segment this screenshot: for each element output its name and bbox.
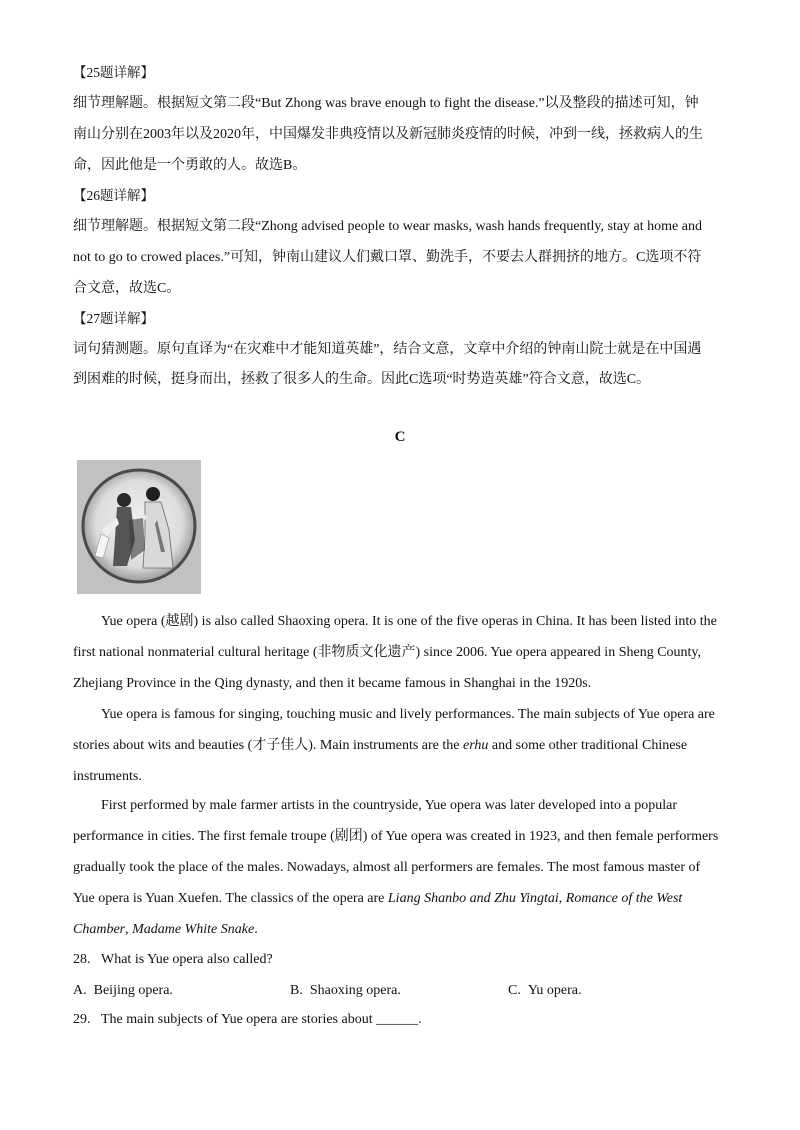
q26-line-3: 合文意，故选C。 bbox=[73, 281, 181, 296]
q29-number: 29. bbox=[73, 1012, 91, 1027]
classic-title-1: Liang Shanbo and Zhu Yingtai bbox=[387, 891, 559, 906]
q27-line-1: 词句猜测题。原句直译为“在灾难中才能知道英雄”，结合文意，文章中介绍的钟南山院士就是在中国遇 bbox=[73, 342, 702, 357]
passage-p3-line-4 bbox=[73, 889, 733, 909]
passage-p3-line-4-sep: , bbox=[558, 891, 566, 906]
q25-line-1: 细节理解题。根据短文第二段“But Zhong was brave enough to fight the disease.”以及整段的描述可知，钟 bbox=[73, 96, 699, 111]
classic-title-2b: Chamber bbox=[73, 922, 126, 937]
q28-option-a-letter: A. bbox=[73, 983, 87, 998]
q28-option-a-text: Beijing opera. bbox=[93, 983, 173, 998]
passage-p3-line-5 bbox=[73, 920, 733, 940]
passage-p3-line-4-a: Yue opera is Yuan Xuefen. The classics of the opera are bbox=[73, 891, 388, 906]
q25-header: 【25题详解】 bbox=[73, 65, 154, 80]
q25-line-2: 南山分别在2003年以及2020年，中国爆发非典疫情以及新冠肺炎疫情的时候，冲到一线，拯救病人的生 bbox=[73, 127, 703, 142]
passage-p3-line-3: gradually took the place of the males. Nowadays, almost all performers are females. The most famous master of bbox=[73, 860, 701, 875]
passage-p3-line-5-end: . bbox=[254, 922, 258, 937]
classic-title-3: Madame White Snake bbox=[132, 922, 255, 937]
q28-option-b-letter: B. bbox=[290, 983, 303, 998]
q28-option-c-letter: C. bbox=[508, 983, 521, 998]
passage-p1-line-2: first national nonmaterial cultural heritage (非物质文化遗产) since 2006. Yue opera appeared in Sheng County, bbox=[73, 645, 702, 660]
erhu-term: erhu bbox=[462, 738, 489, 753]
yue-opera-photo bbox=[77, 460, 201, 594]
q28-option-a[interactable] bbox=[73, 981, 173, 1001]
classic-title-2a: Romance of the West bbox=[565, 891, 683, 906]
q28-number: 28. bbox=[73, 952, 91, 967]
q28-option-c[interactable] bbox=[508, 981, 582, 1001]
passage-p1-line-1: Yue opera (越剧) is also called Shaoxing opera. It is one of the five operas in China. It has been listed into the bbox=[101, 614, 717, 629]
q29-question bbox=[73, 1010, 733, 1030]
q28-option-c-text: Yu opera. bbox=[527, 983, 582, 998]
passage-p2-line-2 bbox=[73, 736, 733, 756]
passage-p2-line-2-b: and some other traditional Chinese bbox=[488, 738, 688, 753]
q29-text: The main subjects of Yue opera are stories about ______. bbox=[101, 1012, 422, 1027]
q26-header: 【26题详解】 bbox=[73, 188, 154, 203]
q25-line-3: 命，因此他是一个勇敢的人。故选B。 bbox=[73, 158, 307, 173]
passage-p3-line-2: performance in cities. The first female troupe (剧团) of Yue opera was created in 1923, and then female performers bbox=[73, 829, 719, 844]
passage-p2-line-1: Yue opera is famous for singing, touching music and lively performances. The main subjects of Yue opera are bbox=[101, 707, 715, 722]
q28-option-b[interactable] bbox=[290, 981, 401, 1001]
q27-header: 【27题详解】 bbox=[73, 311, 154, 326]
section-title: C bbox=[394, 429, 406, 445]
q28-text: What is Yue opera also called? bbox=[101, 952, 273, 967]
q28-question bbox=[73, 950, 733, 970]
passage-p3-line-5-sep: , bbox=[125, 922, 133, 937]
q26-line-2: not to go to crowed places.”可知，钟南山建议人们戴口罩、勤洗手，不要去人群拥挤的地方。C选项不符 bbox=[73, 250, 702, 265]
passage-p2-line-2-a: stories about wits and beauties (才子佳人). Main instruments are the bbox=[73, 738, 463, 753]
passage-p2-line-3: instruments. bbox=[73, 769, 142, 784]
q28-option-b-text: Shaoxing opera. bbox=[309, 983, 401, 998]
q27-line-2: 到困难的时候，挺身而出，拯救了很多人的生命。因此C选项“时势造英雄”符合文意，故选C。 bbox=[73, 372, 651, 387]
passage-p3-line-1: First performed by male farmer artists in the countryside, Yue opera was later developed into a popular bbox=[101, 798, 678, 813]
q26-line-1: 细节理解题。根据短文第二段“Zhong advised people to wear masks, wash hands frequently, stay at home and bbox=[73, 219, 702, 234]
passage-p1-line-3: Zhejiang Province in the Qing dynasty, and then it became famous in Shanghai in the 1920s. bbox=[73, 676, 592, 691]
